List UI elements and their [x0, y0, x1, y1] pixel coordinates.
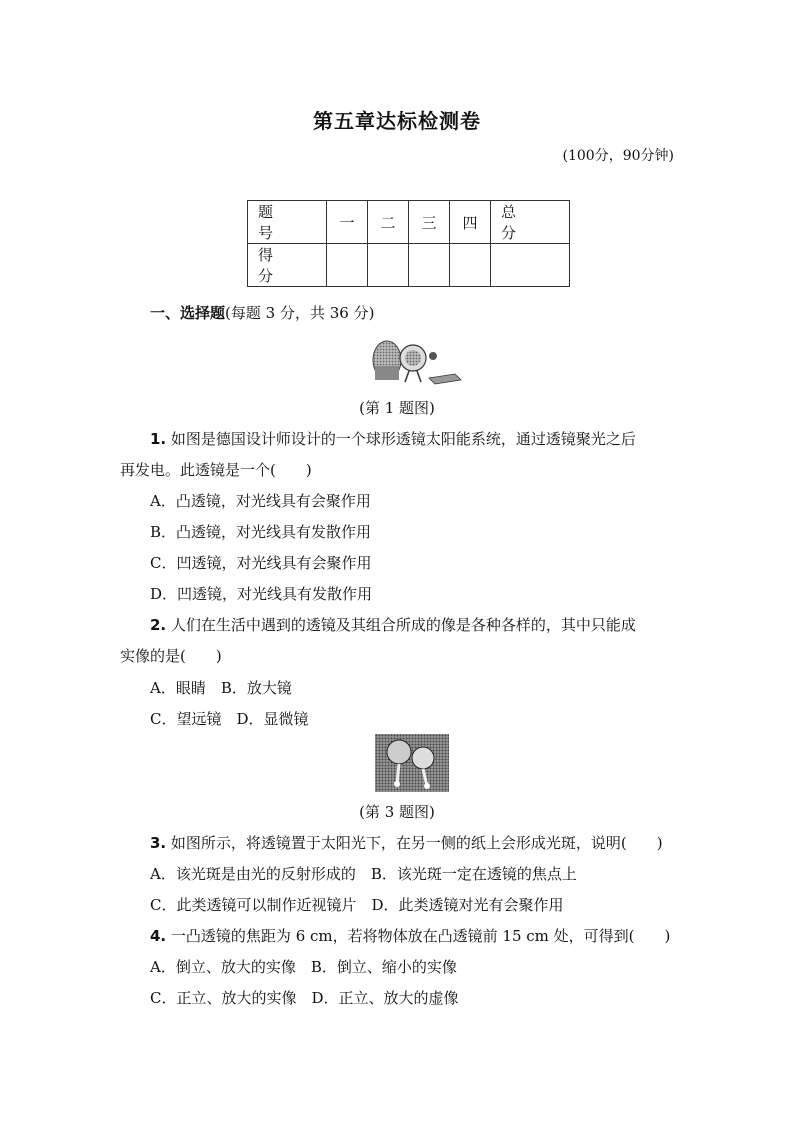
score-entry-cell[interactable] [327, 244, 368, 287]
lens-light-spot-photo [375, 734, 449, 792]
question-number: 1. [150, 430, 167, 448]
question-number: 2. [150, 616, 167, 634]
figure-caption: (第 1 题图) [359, 399, 435, 417]
question-1-stem [150, 428, 636, 449]
score-entry-cell[interactable] [450, 244, 491, 287]
options-row: A．该光斑是由光的反射形成的 B．该光斑一定在透镜的焦点上 [150, 865, 577, 883]
score-time-note: (100分，90分钟) [562, 148, 674, 164]
score-table-cell: 四 [450, 201, 491, 244]
figure-caption: (第 3 题图) [359, 803, 435, 821]
question-text: 如图是德国设计师设计的一个球形透镜太阳能系统，通过透镜聚光之后 [170, 430, 636, 448]
question-4-stem [150, 925, 670, 946]
score-table-cell: 总 分 [491, 201, 570, 244]
options-row: C．此类透镜可以制作近视镜片 D．此类透镜对光有会聚作用 [150, 896, 564, 914]
options-row: A．倒立、放大的实像 B．倒立、缩小的实像 [150, 958, 457, 976]
question-3-stem [150, 832, 663, 853]
score-table-cell: 题 号 [248, 201, 327, 244]
page-title: 第五章达标检测卷 [313, 109, 481, 133]
option-b: B．凸透镜，对光线具有发散作用 [150, 523, 372, 541]
option-d: D．凹透镜，对光线具有发散作用 [150, 585, 373, 603]
score-entry-cell[interactable] [491, 244, 570, 287]
question-text: 人们在生活中遇到的透镜及其组合所成的像是各种各样的，其中只能成 [170, 616, 636, 634]
score-table-cell: 得 分 [248, 244, 327, 287]
question-2-stem [150, 614, 636, 635]
option-a: A．凸透镜，对光线具有会聚作用 [150, 492, 371, 510]
options-row: A．眼睛 B．放大镜 [150, 679, 292, 697]
question-number: 4. [150, 927, 167, 945]
options-row: C．望远镜 D．显微镜 [150, 710, 309, 728]
section-title: 一、选择题 [150, 304, 226, 322]
score-table-header-row [248, 201, 570, 244]
option-c: C．凹透镜，对光线具有会聚作用 [150, 554, 372, 572]
score-entry-cell[interactable] [409, 244, 450, 287]
question-2-stem-cont: 实像的是( ) [120, 647, 222, 665]
question-number: 3. [150, 834, 167, 852]
score-table [247, 200, 570, 287]
question-text: 如图所示，将透镜置于太阳光下，在另一侧的纸上会形成光斑，说明( ) [170, 834, 663, 852]
section-heading [150, 302, 374, 323]
score-table-score-row [248, 244, 570, 287]
options-row: C．正立、放大的实像 D．正立、放大的虚像 [150, 989, 459, 1007]
spherical-lens-photo [367, 336, 463, 386]
score-entry-cell[interactable] [368, 244, 409, 287]
score-table-cell: 二 [368, 201, 409, 244]
section-note: (每题 3 分，共 36 分) [225, 304, 375, 322]
score-table-cell: 三 [409, 201, 450, 244]
score-table-cell: 一 [327, 201, 368, 244]
question-text: 一凸透镜的焦距为 6 cm，若将物体放在凸透镜前 15 cm 处，可得到( ) [170, 927, 671, 945]
question-1-stem-cont: 再发电。此透镜是一个( ) [120, 461, 312, 479]
